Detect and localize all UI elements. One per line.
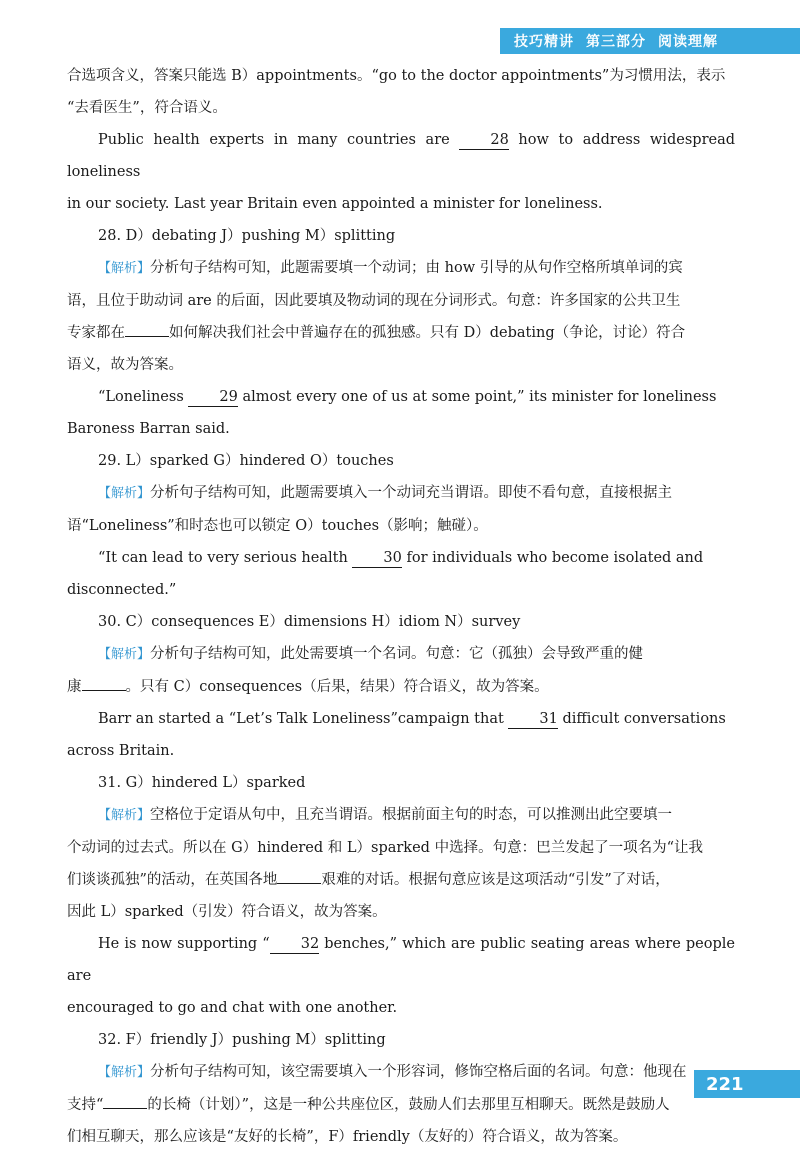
analysis-31-line: 个动词的过去式。所以在 G）hindered 和 L）sparked 中选择。句意：巴兰发起了一项名为“让我 xyxy=(67,840,703,856)
passage-sentence-30-cont: disconnected.” xyxy=(67,582,177,598)
analysis-28: 【解析】分析句子结构可知，此题需要填一个动词；由 how 引导的从句作空格所填单词的宾 xyxy=(98,260,683,276)
passage-sentence-28: Public health experts in many countries are 28 how to address widespread loneliness xyxy=(67,132,736,180)
analysis-32-line: 们相互聊天，那么应该是“友好的长椅”，F）friendly（友好的）符合语义，故为答案。 xyxy=(67,1129,628,1145)
analysis-28-line: 专家都在 如何解决我们社会中普遍存在的孤独感。只有 D）debating（争论，讨论）符合 xyxy=(67,325,686,341)
analysis-31-line: 们谈谈孤独”的活动，在英国各地 艰难的对话。根据句意应该是这项活动“引发”了对话， xyxy=(67,872,670,888)
passage-sentence-31: Barr an started a “Let’s Talk Loneliness”campaign that 31 difficult conversations xyxy=(98,711,726,727)
header-part-1: 技巧精讲 xyxy=(514,34,574,50)
analysis-28-line: 语义，故为答案。 xyxy=(67,357,183,373)
header-part-2: 第三部分 xyxy=(586,34,646,50)
options-29: 29. L）sparked G）hindered O）touches xyxy=(98,453,394,469)
options-32: 32. F）friendly J）pushing M）splitting xyxy=(98,1032,386,1048)
page-number: 221 xyxy=(694,1070,800,1098)
header-part-3: 阅读理解 xyxy=(658,34,718,50)
section-header xyxy=(500,28,800,54)
blank-31: 31 xyxy=(508,710,557,729)
passage-sentence-31-cont: across Britain. xyxy=(67,743,175,759)
analysis-31-line: 因此 L）sparked（引发）符合语义，故为答案。 xyxy=(67,904,387,920)
blank-underline xyxy=(125,336,169,337)
analysis-28-line: 语，且位于助动词 are 的后面，因此要填及物动词的现在分词形式。句意：许多国家的公共卫生 xyxy=(67,293,681,309)
passage-sentence-29: “Loneliness 29 almost every one of us at some point,” its minister for loneliness xyxy=(98,389,717,405)
analysis-tag: 【解析】 xyxy=(98,647,151,662)
analysis-30: 【解析】分析句子结构可知，此处需要填一个名词。句意：它（孤独）会导致严重的健 xyxy=(98,646,644,662)
analysis-tag: 【解析】 xyxy=(98,486,151,501)
paragraph: “去看医生”，符合语义。 xyxy=(67,100,227,116)
analysis-tag: 【解析】 xyxy=(98,261,151,276)
blank-underline xyxy=(82,690,126,691)
options-28: 28. D）debating J）pushing M）splitting xyxy=(98,228,396,244)
analysis-tag: 【解析】 xyxy=(98,1065,151,1080)
options-30: 30. C）consequences E）dimensions H）idiom N）survey xyxy=(98,614,521,630)
blank-underline xyxy=(277,883,321,884)
blank-29: 29 xyxy=(188,388,237,407)
analysis-31: 【解析】空格位于定语从句中，且充当谓语。根据前面主句的时态，可以推测出此空要填一 xyxy=(98,807,673,823)
options-31: 31. G）hindered L）sparked xyxy=(98,775,306,791)
analysis-30-line: 康 。只有 C）consequences（后果，结果）符合语义，故为答案。 xyxy=(67,679,549,695)
blank-32: 32 xyxy=(270,935,319,954)
analysis-32-line: 支持“ 的长椅（计划）”，这是一种公共座位区，鼓励人们去那里互相聊天。既然是鼓励人 xyxy=(67,1097,670,1113)
analysis-32: 【解析】分析句子结构可知，该空需要填入一个形容词，修饰空格后面的名词。句意：他现在 xyxy=(98,1064,687,1080)
paragraph: 合选项含义，答案只能选 B）appointments。“go to the doctor appointments”为习惯用法，表示 xyxy=(67,68,726,84)
blank-28: 28 xyxy=(459,131,508,150)
blank-underline xyxy=(103,1108,147,1109)
analysis-tag: 【解析】 xyxy=(98,808,151,823)
page-content xyxy=(67,60,735,1153)
passage-sentence-30: “It can lead to very serious health 30 for individuals who become isolated and xyxy=(98,550,704,566)
blank-30: 30 xyxy=(352,549,401,568)
passage-sentence-28-cont: in our society. Last year Britain even appointed a minister for loneliness. xyxy=(67,196,603,212)
analysis-29-line: 语“Loneliness”和时态也可以锁定 O）touches（影响；触碰）。 xyxy=(67,518,488,534)
passage-sentence-29-cont: Baroness Barran said. xyxy=(67,421,230,437)
passage-sentence-32-cont: encouraged to go and chat with one another. xyxy=(67,1000,398,1016)
passage-sentence-32: He is now supporting “ 32 benches,” which are public seating areas where people are xyxy=(67,936,735,984)
analysis-29: 【解析】分析句子结构可知，此题需要填入一个动词充当谓语。即使不看句意，直接根据主 xyxy=(98,485,673,501)
